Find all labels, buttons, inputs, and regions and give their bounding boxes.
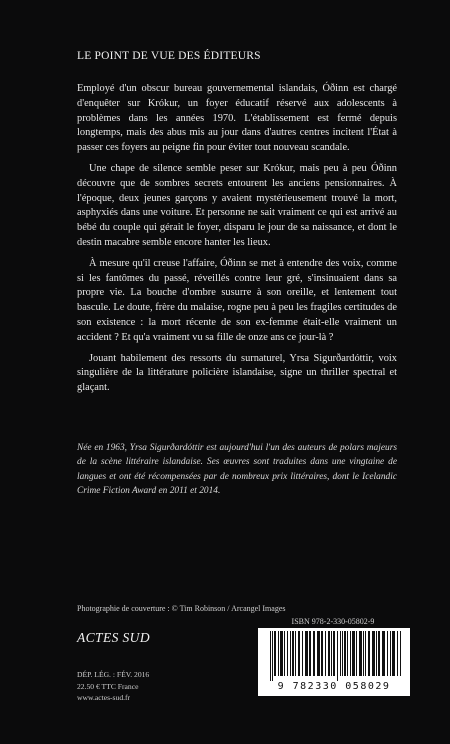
blurb-paragraph-2: Une chape de silence semble peser sur Krókur, mais peu à peu Óðinn découvre que de sombres secrets entourent les anciens pensionnaires. À l'époque, deux jeunes garçons y avaient mystérieusement trouvé la mort, asphyxiés dans une voiture. Et personne ne sait vraiment ce qui est arrivé au bébé du couple qui gérait le foyer, disparu le jour de sa naissance, et dont le destin macabre semble encore hanter les lieux. <box>77 162 397 248</box>
barcode-bar <box>331 631 332 676</box>
barcode-bar <box>344 631 346 676</box>
barcode-bar <box>274 631 276 676</box>
barcode-bar <box>340 631 341 676</box>
barcode-bar <box>298 631 300 676</box>
barcode-bar <box>347 631 348 676</box>
barcode-bar <box>337 631 338 681</box>
barcode-bar <box>376 631 377 676</box>
publisher-logo: ACTES SUD <box>77 630 150 645</box>
barcode-bar <box>333 631 335 676</box>
isbn-label: ISBN 978-2-330-05802-9 <box>291 617 375 626</box>
barcode-bar <box>302 631 303 676</box>
barcode-bar <box>280 631 283 676</box>
barcode-bar <box>356 631 357 676</box>
section-heading: LE POINT DE VUE DES ÉDITEURS <box>77 50 261 62</box>
blurb-paragraph-3: À mesure qu'il creuse l'affaire, Óðinn se met à entendre des voix, comme si les fantômes du passé, réveillés contre leur gré, s'insinuaient dans sa propre vie. La bouche d'ombre susurre à son oreille, et lentement tout bascule. Le doute, frère du malaise, rogne peu à peu les fragiles certitudes de son existence : la mort récente de son ex-femme était-elle vraiment un accident ? Et qu'a vraiment vu sa fille de onze ans ce jour-là ? <box>77 257 397 343</box>
website: www.actes-sud.fr <box>77 693 131 702</box>
barcode-bar <box>270 631 271 681</box>
barcode-bar <box>292 631 294 676</box>
barcode-bar <box>325 631 326 676</box>
barcode-bar <box>278 631 279 676</box>
blurb <box>77 82 397 402</box>
barcode-bar <box>272 631 273 681</box>
barcode-bar <box>365 631 366 676</box>
barcode-bar <box>397 631 398 676</box>
price: 22.50 € TTC France <box>77 681 139 691</box>
barcode-bar <box>350 631 351 676</box>
barcode-bar <box>363 631 364 676</box>
legal-info <box>77 669 247 704</box>
barcode-bar <box>290 631 291 676</box>
barcode-bar <box>352 631 355 676</box>
barcode-bar <box>287 631 288 676</box>
photo-credit: Photographie de couverture : © Tim Robinson / Arcangel Images <box>77 604 286 613</box>
barcode-bar <box>390 631 391 676</box>
barcode-bar <box>368 631 370 676</box>
blurb-paragraph-1: Employé d'un obscur bureau gouvernemental islandais, Óðinn est chargé d'enquêter sur Krókur, un foyer éducatif réservé aux adolescents à problèmes dans les années 1970. L'établissement est fermé depuis longtemps, mais des abus mis au jour dans d'autres centres incitent l'État à passer ces foyers au peigne fin pour éviter tout nouveau scandale. <box>77 83 397 154</box>
legal-deposit: DÉP. LÉG. : FÉV. 2016 <box>77 670 150 679</box>
barcode-bar <box>317 631 320 676</box>
barcode-bar <box>313 631 315 676</box>
barcode-bar <box>305 631 308 676</box>
barcode-bar <box>284 631 285 676</box>
blurb-paragraph-4: Jouant habilement des ressorts du surnaturel, Yrsa Sigurðardóttir, voix singulière de la littérature policière islandaise, signe un thriller spectral et glaçant. <box>77 352 397 394</box>
barcode-bars <box>268 631 406 681</box>
barcode-bar <box>359 631 362 676</box>
barcode-digits: 9 782330 058029 <box>277 681 391 692</box>
barcode-bar <box>321 631 323 676</box>
barcode <box>258 628 410 696</box>
barcode-bar <box>392 631 395 676</box>
barcode-bar <box>387 631 388 676</box>
author-bio: Née en 1963, Yrsa Sigurðardóttir est aujourd'hui l'un des auteurs de polars majeurs de la scène littéraire islandaise. Ses œuvres sont traduites dans une vingtaine de langues et ont été récompensées par de nombreux prix littéraires, dont le Icelandic Crime Fiction Award en 2011 et 2014. <box>77 443 397 497</box>
barcode-bar <box>342 631 343 676</box>
barcode-bar <box>309 631 311 676</box>
barcode-bar <box>400 631 401 676</box>
barcode-bar <box>378 631 380 676</box>
barcode-bar <box>328 631 330 676</box>
barcode-bar <box>382 631 385 676</box>
barcode-bar <box>372 631 375 676</box>
barcode-bar <box>295 631 296 676</box>
